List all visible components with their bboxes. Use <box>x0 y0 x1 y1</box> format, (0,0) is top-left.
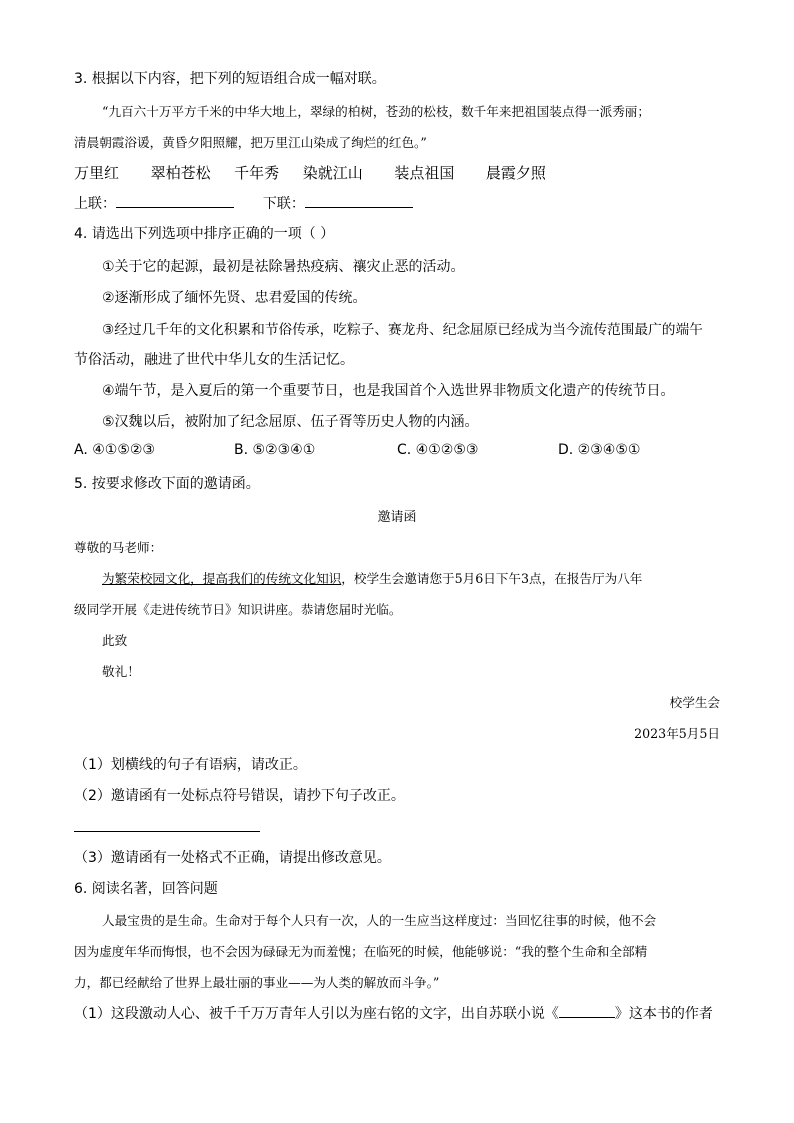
upper-couplet-blank[interactable] <box>116 193 234 208</box>
q4-sentence-3-line2: 节俗活动，融进了世代中华儿女的生活记忆。 <box>74 352 354 368</box>
q6-passage-line3: 力，都已经献给了世界上最壮丽的事业——为人类的解放而斗争。” <box>74 975 440 990</box>
phrase-item: 装点祖国 <box>394 164 455 182</box>
q4-option-b[interactable]: B. ⑤②③④① <box>234 442 316 458</box>
q6-title: 6. 阅读名著，回答问题 <box>74 881 218 897</box>
q6-passage-line1: 人最宝贵的是生命。生命对于每个人只有一次，人的一生应当这样度过：当回忆往事的时候，他不会 <box>102 913 657 928</box>
q5-answer-blank[interactable] <box>74 831 260 832</box>
letter-title: 邀请函 <box>377 510 417 525</box>
q3-quote-line1: “九百六十万平方千米的中华大地上，翠绿的柏树，苍劲的松枝，数千年来把祖国装点得一派秀丽； <box>102 104 650 119</box>
letter-signature: 校学生会 <box>669 695 720 710</box>
letter-closing-1: 此致 <box>102 633 128 648</box>
q4-sentence-2: ②逐渐形成了缅怀先贤、忠君爱国的传统。 <box>102 290 367 306</box>
phrase-item: 千年秀 <box>234 164 280 182</box>
q4-option-d[interactable]: D. ②③④⑤① <box>558 442 641 458</box>
letter-salutation: 尊敬的马老师： <box>74 540 163 555</box>
q3-title: 3. 根据以下内容，把下列的短语组合成一幅对联。 <box>74 71 386 87</box>
q5-title: 5. 按要求修改下面的邀请函。 <box>74 476 260 492</box>
lower-couplet-label: 下联： <box>262 196 305 212</box>
q4-option-c[interactable]: C. ④①②⑤③ <box>397 442 479 458</box>
letter-body-rest: ，校学生会邀请您于5月6日下午3点，在报告厅为八年 <box>341 571 643 586</box>
q4-sentence-1: ①关于它的起源，最初是祛除暑热疫病、禳灾止恶的活动。 <box>102 259 465 275</box>
letter-closing-2: 敬礼！ <box>102 664 140 679</box>
q4-title: 4. 请选出下列选项中排序正确的一项（ ） <box>74 226 335 242</box>
letter-date: 2023年5月5日 <box>634 726 720 741</box>
q3-answer-row <box>74 193 413 213</box>
q5-sub-2: （2）邀请函有一处标点符号错误，请抄下句子改正。 <box>74 788 405 804</box>
phrase-item: 染就江山 <box>302 164 363 182</box>
q4-sentence-5: ⑤汉魏以后，被附加了纪念屈原、伍子胥等历史人物的内涵。 <box>102 414 479 430</box>
letter-body-line2: 级同学开展《走进传统节日》知识讲座。恭请您届时光临。 <box>74 602 402 617</box>
q5-sub-1: （1）划横线的句子有语病，请改正。 <box>74 757 307 773</box>
book-title-blank[interactable] <box>559 1003 615 1018</box>
q6-sub-1-suffix: 》这本书的作者 <box>614 1006 713 1022</box>
q3-phrase-list <box>74 162 546 183</box>
lower-couplet-blank[interactable] <box>305 193 413 208</box>
q3-quote-line2: 清晨朝霞浴谖，黄昏夕阳照耀，把万里江山染成了绚烂的红色。” <box>74 135 427 150</box>
underlined-sentence: 为繁荣校园文化，提高我们的传统文化知识 <box>102 571 342 586</box>
q5-sub-3: （3）邀请函有一处格式不正确，请提出修改意见。 <box>74 850 391 866</box>
q6-passage-line2: 因为虚度年华而悔恨，也不会因为碌碌无为而羞愧；在临死的时候，他能够说：“我的整个生命和全部精 <box>74 944 648 959</box>
q4-sentence-4: ④端午节，是入夏后的第一个重要节日，也是我国首个入选世界非物质文化遗产的传统节日。 <box>102 383 675 399</box>
phrase-item: 晨霞夕照 <box>485 164 546 182</box>
q4-sentence-3-line1: ③经过几千年的文化积累和节俗传承，吃粽子、赛龙舟、纪念屈原已经成为当今流传范围最广的端午 <box>102 322 703 338</box>
phrase-item: 翠柏苍松 <box>150 164 211 182</box>
upper-couplet-label: 上联： <box>74 196 116 212</box>
phrase-item: 万里红 <box>74 164 120 182</box>
q6-sub-1-prefix: （1）这段激动人心、被千千万万青年人引以为座右铭的文字，出自苏联小说《 <box>74 1006 559 1022</box>
q4-option-a[interactable]: A. ④①⑤②③ <box>74 442 155 458</box>
letter-body-line1 <box>102 568 642 587</box>
q6-sub-1 <box>74 1003 713 1023</box>
